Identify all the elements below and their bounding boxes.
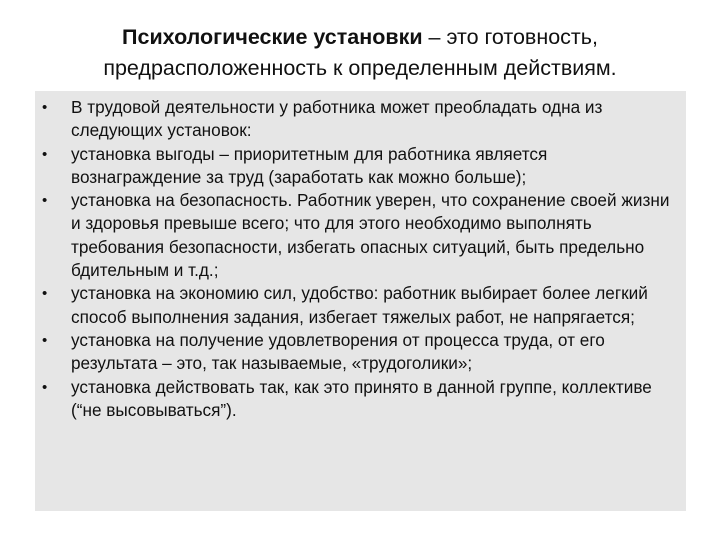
bullet-item <box>35 329 678 376</box>
title-definition: – это готовность, предрасположенность к определенным действиям. <box>103 25 617 80</box>
bullet-item <box>35 189 678 282</box>
bullet-list <box>35 96 678 422</box>
bullet-dot-icon: • <box>42 145 48 163</box>
bullet-dot-icon: • <box>42 331 48 349</box>
bullet-text: установка на безопасность. Работник уверен, что сохранение своей жизни и здоровья превыше всего; что для этого необходимо выполнять требования безопасности, избегать опасных ситуаций, быть предельно бдительным и т.д.; <box>71 190 670 281</box>
bullet-item <box>35 376 678 423</box>
bullet-item <box>35 282 678 329</box>
bullet-text: установка на экономию сил, удобство: работник выбирает более легкий способ выполнения задания, избегает тяжелых работ, не напрягается; <box>71 283 648 327</box>
bullet-item <box>35 143 678 190</box>
title-term: Психологические установки <box>122 25 423 49</box>
bullet-text: установка на получение удовлетворения от процесса труда, от его результата – это, так называемые, «трудоголики»; <box>71 329 605 374</box>
bullet-dot-icon: • <box>42 99 48 116</box>
bullet-text: установка действовать так, как это принято в данной группе, коллективе (“не высовываться”). <box>71 376 652 420</box>
bullet-text: В трудовой деятельности у работника может преобладать одна из следующих установок: <box>71 97 603 141</box>
content-box <box>35 91 686 511</box>
bullet-item <box>35 96 678 143</box>
bullet-dot-icon: • <box>42 285 48 303</box>
bullet-dot-icon: • <box>42 192 48 210</box>
bullet-dot-icon: • <box>42 378 48 396</box>
slide-title <box>36 22 684 84</box>
bullet-text: установка выгоды – приоритетным для работника является вознаграждение за труд (заработать как можно больше); <box>71 143 548 187</box>
